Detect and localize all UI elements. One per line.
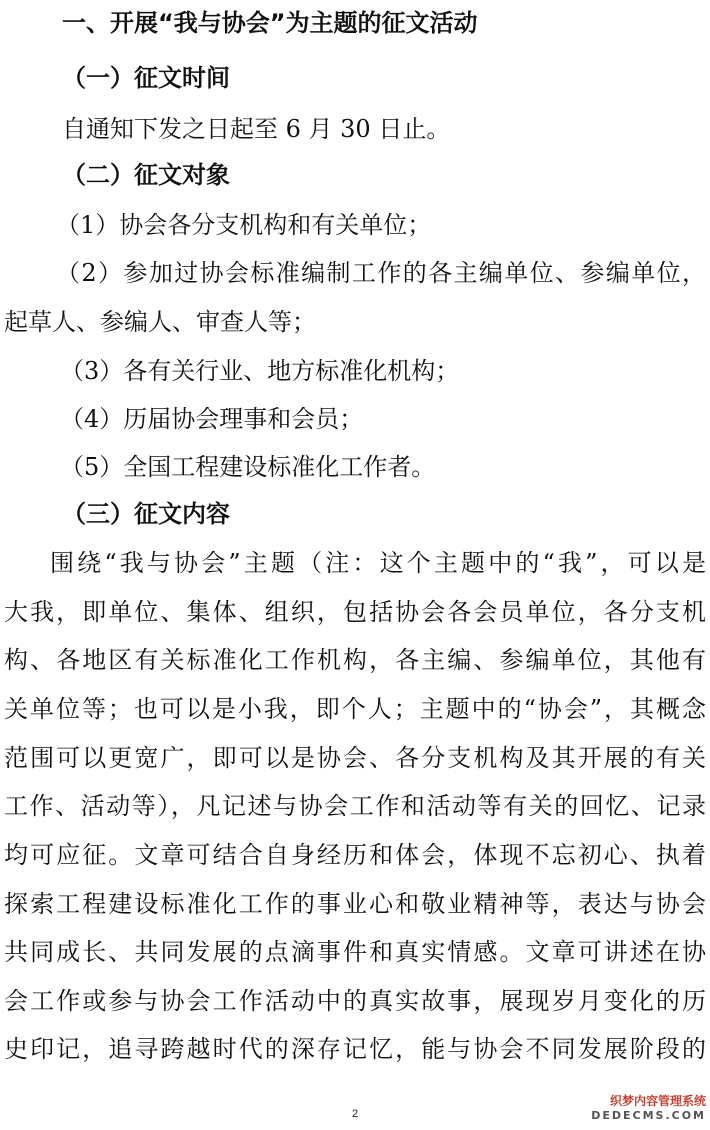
content-line: 大我，即单位、集体、组织，包括协会各会员单位，各分支机 <box>4 598 706 626</box>
content-line: 范围可以更宽广，即可以是协会、各分支机构及其开展的有关 <box>4 744 706 772</box>
target-item: （4）历届协会理事和会员； <box>60 405 364 433</box>
subsection-target-title: （二）征文对象 <box>62 161 230 189</box>
content-line: 会工作或参与协会工作活动中的真实故事，展现岁月变化的历 <box>4 987 706 1015</box>
target-item: （3）各有关行业、地方标准化机构； <box>60 357 460 385</box>
content-line: 探索工程建设标准化工作的事业心和敬业精神等，表达与协会 <box>4 890 706 918</box>
target-item: （5）全国工程建设标准化工作者。 <box>60 453 436 481</box>
target-item-continued: 起草人、参编人、审查人等； <box>4 308 316 336</box>
subsection-content-title: （三）征文内容 <box>62 500 230 528</box>
subsection-time-title: （一）征文时间 <box>62 64 230 92</box>
content-line: 围绕“我与协会”主题（注：这个主题中的“我”，可以是 <box>50 549 706 577</box>
content-line: 史印记，追寻跨越时代的深存记忆，能与协会不同发展阶段的 <box>4 1035 706 1063</box>
subsection-time-text: 自通知下发之日起至 6 月 30 日止。 <box>62 115 451 143</box>
content-line: 构、各地区有关标准化工作机构，各主编、参编单位，其他有 <box>4 646 706 674</box>
page-number: 2 <box>351 1108 359 1120</box>
target-item: （1）协会各分支机构和有关单位； <box>56 211 432 239</box>
watermark-cn-text: 织梦内容管理系统 <box>609 1094 706 1108</box>
watermark-en-text: DEDECMS.COM <box>591 1109 706 1122</box>
watermark-logo <box>591 1093 706 1123</box>
content-line: 均可应征。文章可结合自身经历和体会，体现不忘初心、执着 <box>4 841 706 869</box>
content-line: 共同成长、共同发展的点滴事件和真实情感。文章可讲述在协 <box>4 938 706 966</box>
content-line: 关单位等；也可以是小我，即个人；主题中的“协会”，其概念 <box>4 695 706 723</box>
target-item: （2）参加过协会标准编制工作的各主编单位、参编单位， <box>56 259 706 287</box>
section-title: 一、开展“我与协会”为主题的征文活动 <box>62 9 478 37</box>
content-line: 工作、活动等），凡记述与协会工作和活动等有关的回忆、记录 <box>4 792 706 820</box>
